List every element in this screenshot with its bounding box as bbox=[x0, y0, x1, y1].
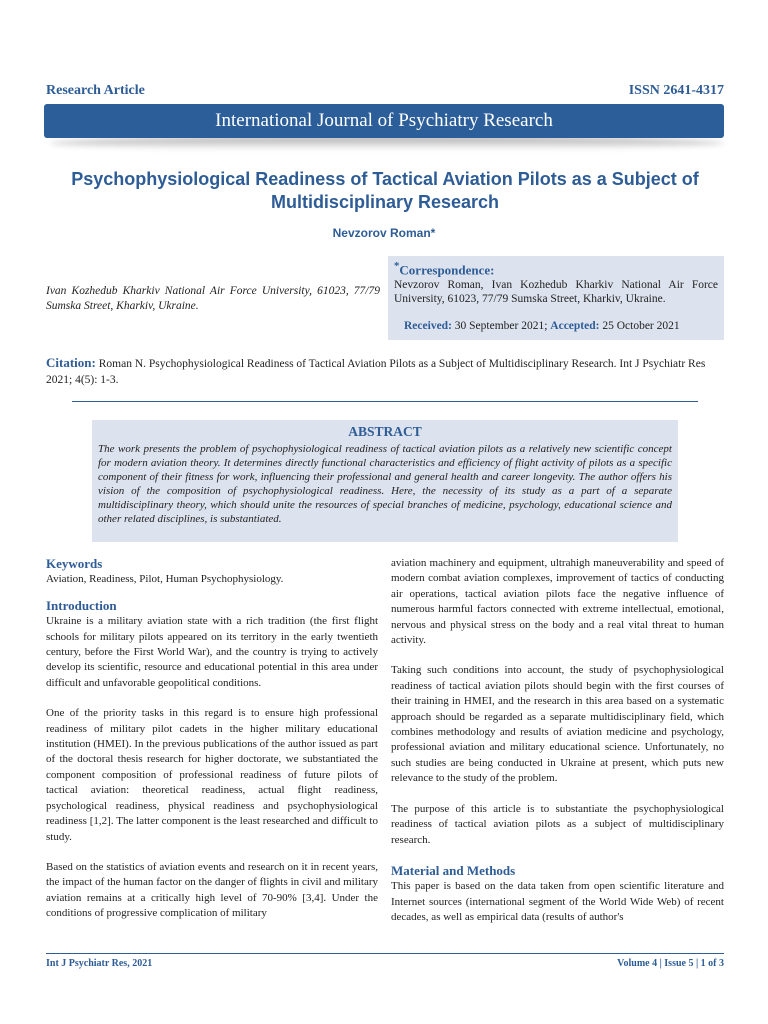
introduction-heading: Introduction bbox=[46, 597, 117, 613]
footer-journal-ref: Int J Psychiatr Res, 2021 bbox=[46, 958, 153, 969]
right-paragraph-3: The purpose of this article is to substantiate the psychophysiological readiness of tactical aviation pilots as a subject of multidisciplinary research. bbox=[391, 802, 724, 846]
right-paragraph-2: Taking such conditions into account, the study of psychophysiological readiness of tactical aviation pilots should begin with the first courses of their training in HMEI, and the research in this area based on a systematic approach should be regarded as a separate multidisciplinary field, which combines methodology and results of aviation medicine and psychology, professional aviation and military educational science. Unfortunately, no such studies are being conducted in Ukraine at present, which puts new relevance to the study of the problem. bbox=[391, 664, 724, 785]
received-label: Received: bbox=[404, 320, 452, 332]
keywords-text: Aviation, Readiness, Pilot, Human Psychophysiology. bbox=[46, 573, 284, 586]
citation bbox=[46, 355, 724, 388]
article-type-label: Research Article bbox=[46, 83, 145, 98]
author-name: Nevzorov Roman* bbox=[332, 226, 436, 240]
article-dates bbox=[404, 320, 680, 332]
section-divider bbox=[72, 401, 698, 402]
intro-paragraph-1: Ukraine is a military aviation state with a rich tradition (the first flight schools for military pilots appeared on its territory in the early twentieth century, before the First World War), and the country is trying to actively develop its scientific, resource and educational potential in this area under difficult and unfavorable geopolitical conditions. bbox=[46, 615, 378, 689]
abstract-heading: ABSTRACT bbox=[348, 424, 422, 439]
citation-label: Citation: bbox=[46, 355, 96, 370]
keywords-heading: Keywords bbox=[46, 556, 103, 571]
author-affiliation: Ivan Kozhedub Kharkiv National Air Force University, 61023, 77/79 Sumska Street, Kharkiv, Ukraine. bbox=[46, 285, 380, 312]
intro-paragraph-2: One of the priority tasks in this regard is to ensure high professional readiness of military pilot cadets in the higher military educational institution (HMEI). In the previous publications of the author issued as part of the doctoral thesis research for higher doctorate, we substantiated the component composition of professional readiness of future pilots of tactical aviation: theoretical readiness, actual flight readiness, psychological readiness, physical readiness and psychophysiological readiness [1,2]. The latter component is the least researched and difficult to study. bbox=[46, 707, 378, 843]
right-column bbox=[391, 556, 724, 926]
accepted-label: Accepted: bbox=[550, 320, 600, 332]
issn-label: ISSN 2641-4317 bbox=[628, 83, 724, 98]
correspondence-label: Correspondence: bbox=[399, 262, 495, 278]
footer-divider bbox=[46, 953, 724, 954]
left-column bbox=[46, 556, 378, 922]
spacer bbox=[46, 588, 378, 598]
intro-paragraph-3: Based on the statistics of aviation events and research on it in recent years, the impact of the human factor on the danger of flights in civil and military aviation remains at a critically high level of 70-90% [3,4]. Under the conditions of progressive complication of military bbox=[46, 860, 378, 920]
banner-shadow bbox=[50, 136, 724, 150]
correspondence-heading bbox=[394, 260, 718, 278]
abstract-box bbox=[92, 420, 678, 542]
paper-title: Psychophysiological Readiness of Tactical Aviation Pilots as a Subject of Multidisciplinary Research bbox=[71, 169, 699, 212]
accepted-date: 25 October 2021 bbox=[602, 320, 680, 332]
received-date: 30 September 2021; bbox=[454, 320, 548, 332]
footer-page-info: Volume 4 | Issue 5 | 1 of 3 bbox=[617, 958, 724, 969]
methods-heading: Material and Methods bbox=[391, 862, 516, 878]
right-paragraph-1: aviation machinery and equipment, ultrahigh maneuverability and speed of modern combat aviation complexes, improvement of tactics of conducting air operations, tactical aviation pilots face the negative influence of numerous harmful factors connected with extreme intellectual, emotional, nervous and physical stress on the body and a real vital threat to human activity. bbox=[391, 557, 724, 647]
abstract-text: The work presents the problem of psychophysiological readiness of tactical aviation pilots as a relatively new scientific concept for modern aviation theory. It determines directly functional characteristics and efficiency of flight activity of pilots as a specific component of their fitness for work, influencing their professional and general health and career longevity. The author offers his vision of the composition of psychophysiological readiness. Here, the necessity of its study as a part of a separate multidisciplinary theory, which should unite the resources of special branches of medicine, psychology, educational science and other related disciplines, is substantiated. bbox=[98, 443, 672, 525]
correspondence-marker: * bbox=[394, 260, 400, 272]
correspondence-box bbox=[388, 256, 724, 340]
citation-text: Roman N. Psychophysiological Readiness of Tactical Aviation Pilots as a Subject of Multidisciplinary Research. Int J Psychiatr Res 2021; 4(5): 1-3. bbox=[46, 358, 706, 386]
correspondence-text: Nevzorov Roman, Ivan Kozhedub Kharkiv National Air Force University, 61023, 77/79 Sumska Street, Kharkiv, Ukraine. bbox=[394, 279, 718, 306]
methods-text: This paper is based on the data taken from open scientific literature and Internet sources (international segment of the World Wide Web) of recent decades, as well as empirical data (results of author's bbox=[391, 880, 724, 924]
journal-banner: International Journal of Psychiatry Research bbox=[44, 104, 724, 138]
